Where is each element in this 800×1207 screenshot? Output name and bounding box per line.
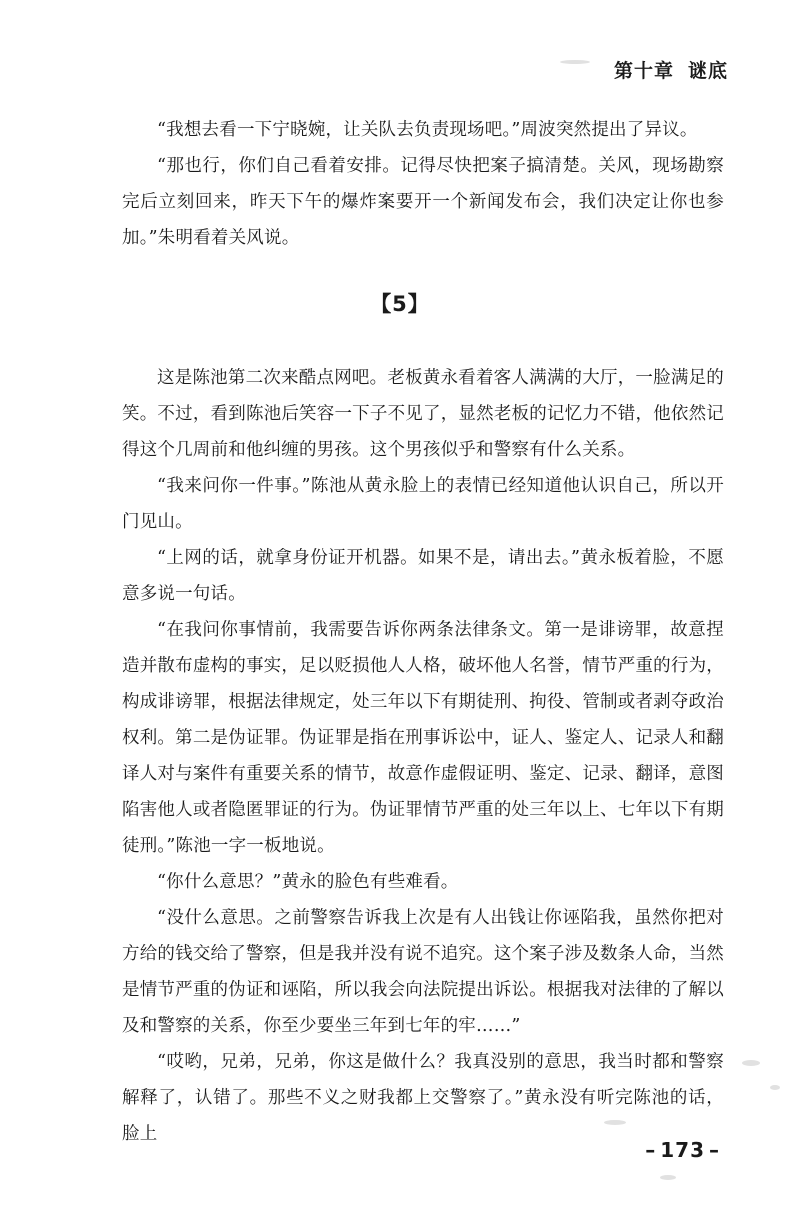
text-block-main	[122, 360, 724, 1152]
paragraph: “你什么意思？”黄永的脸色有些难看。	[157, 872, 459, 892]
paragraph: “我来问你一件事。”陈池从黄永脸上的表情已经知道他认识自己，所以开门见山。	[122, 476, 724, 532]
running-head	[614, 56, 728, 83]
paragraph: “那也行，你们自己看着安排。记得尽快把案子搞清楚。关风，现场勘察完后立刻回来，昨天下午的爆炸案要开一个新闻发布会，我们决定让你也参加。”朱明看着关风说。	[122, 156, 724, 248]
chapter-title: 谜底	[687, 60, 728, 82]
chapter-number: 第十章	[613, 60, 674, 82]
page-number-value: 173	[660, 1138, 705, 1162]
page-number: – 173 –	[645, 1138, 720, 1162]
paragraph: “没什么意思。之前警察告诉我上次是有人出钱让你诬陷我，虽然你把对方给的钱交给了警察，但是我并没有说不追究。这个案子涉及数条人命，当然是情节严重的伪证和诬陷，所以我会向法院提出诉讼。根据我对法律的了解以及和警察的关系，你至少要坐三年到七年的牢……”	[122, 908, 724, 1036]
text-block-top	[122, 112, 724, 256]
scan-speck	[660, 1175, 676, 1180]
paragraph: “上网的话，就拿身份证开机器。如果不是，请出去。”黄永板着脸，不愿意多说一句话。	[122, 548, 724, 604]
scan-speck	[742, 1060, 760, 1066]
paragraph: “在我问你事情前，我需要告诉你两条法律条文。第一是诽谤罪，故意捏造并散布虚构的事实，足以贬损他人人格，破坏他人名誉，情节严重的行为，构成诽谤罪，根据法律规定，处三年以下有期徒刑、拘役、管制或者剥夺政治权利。第二是伪证罪。伪证罪是指在刑事诉讼中，证人、鉴定人、记录人和翻译人对与案件有重要关系的情节，故意作虚假证明、鉴定、记录、翻译，意图陷害他人或者隐匿罪证的行为。伪证罪情节严重的处三年以上、七年以下有期徒刑。”陈池一字一板地说。	[122, 620, 724, 856]
scan-speck	[604, 1120, 626, 1125]
scan-speck	[560, 60, 590, 64]
paragraph: “我想去看一下宁晓婉，让关队去负责现场吧。”周波突然提出了异议。	[157, 120, 698, 140]
paragraph: “哎哟，兄弟，兄弟，你这是做什么？我真没别的意思，我当时都和警察解释了，认错了。那些不义之财我都上交警察了。”黄永没有听完陈池的话，脸上	[122, 1052, 724, 1144]
section-heading: 【5】	[370, 292, 430, 316]
paragraph: 这是陈池第二次来酷点网吧。老板黄永看着客人满满的大厅，一脸满足的笑。不过，看到陈池后笑容一下子不见了，显然老板的记忆力不错，他依然记得这个几周前和他纠缠的男孩。这个男孩似乎和警察有什么关系。	[122, 368, 724, 460]
scan-speck	[770, 1085, 780, 1090]
